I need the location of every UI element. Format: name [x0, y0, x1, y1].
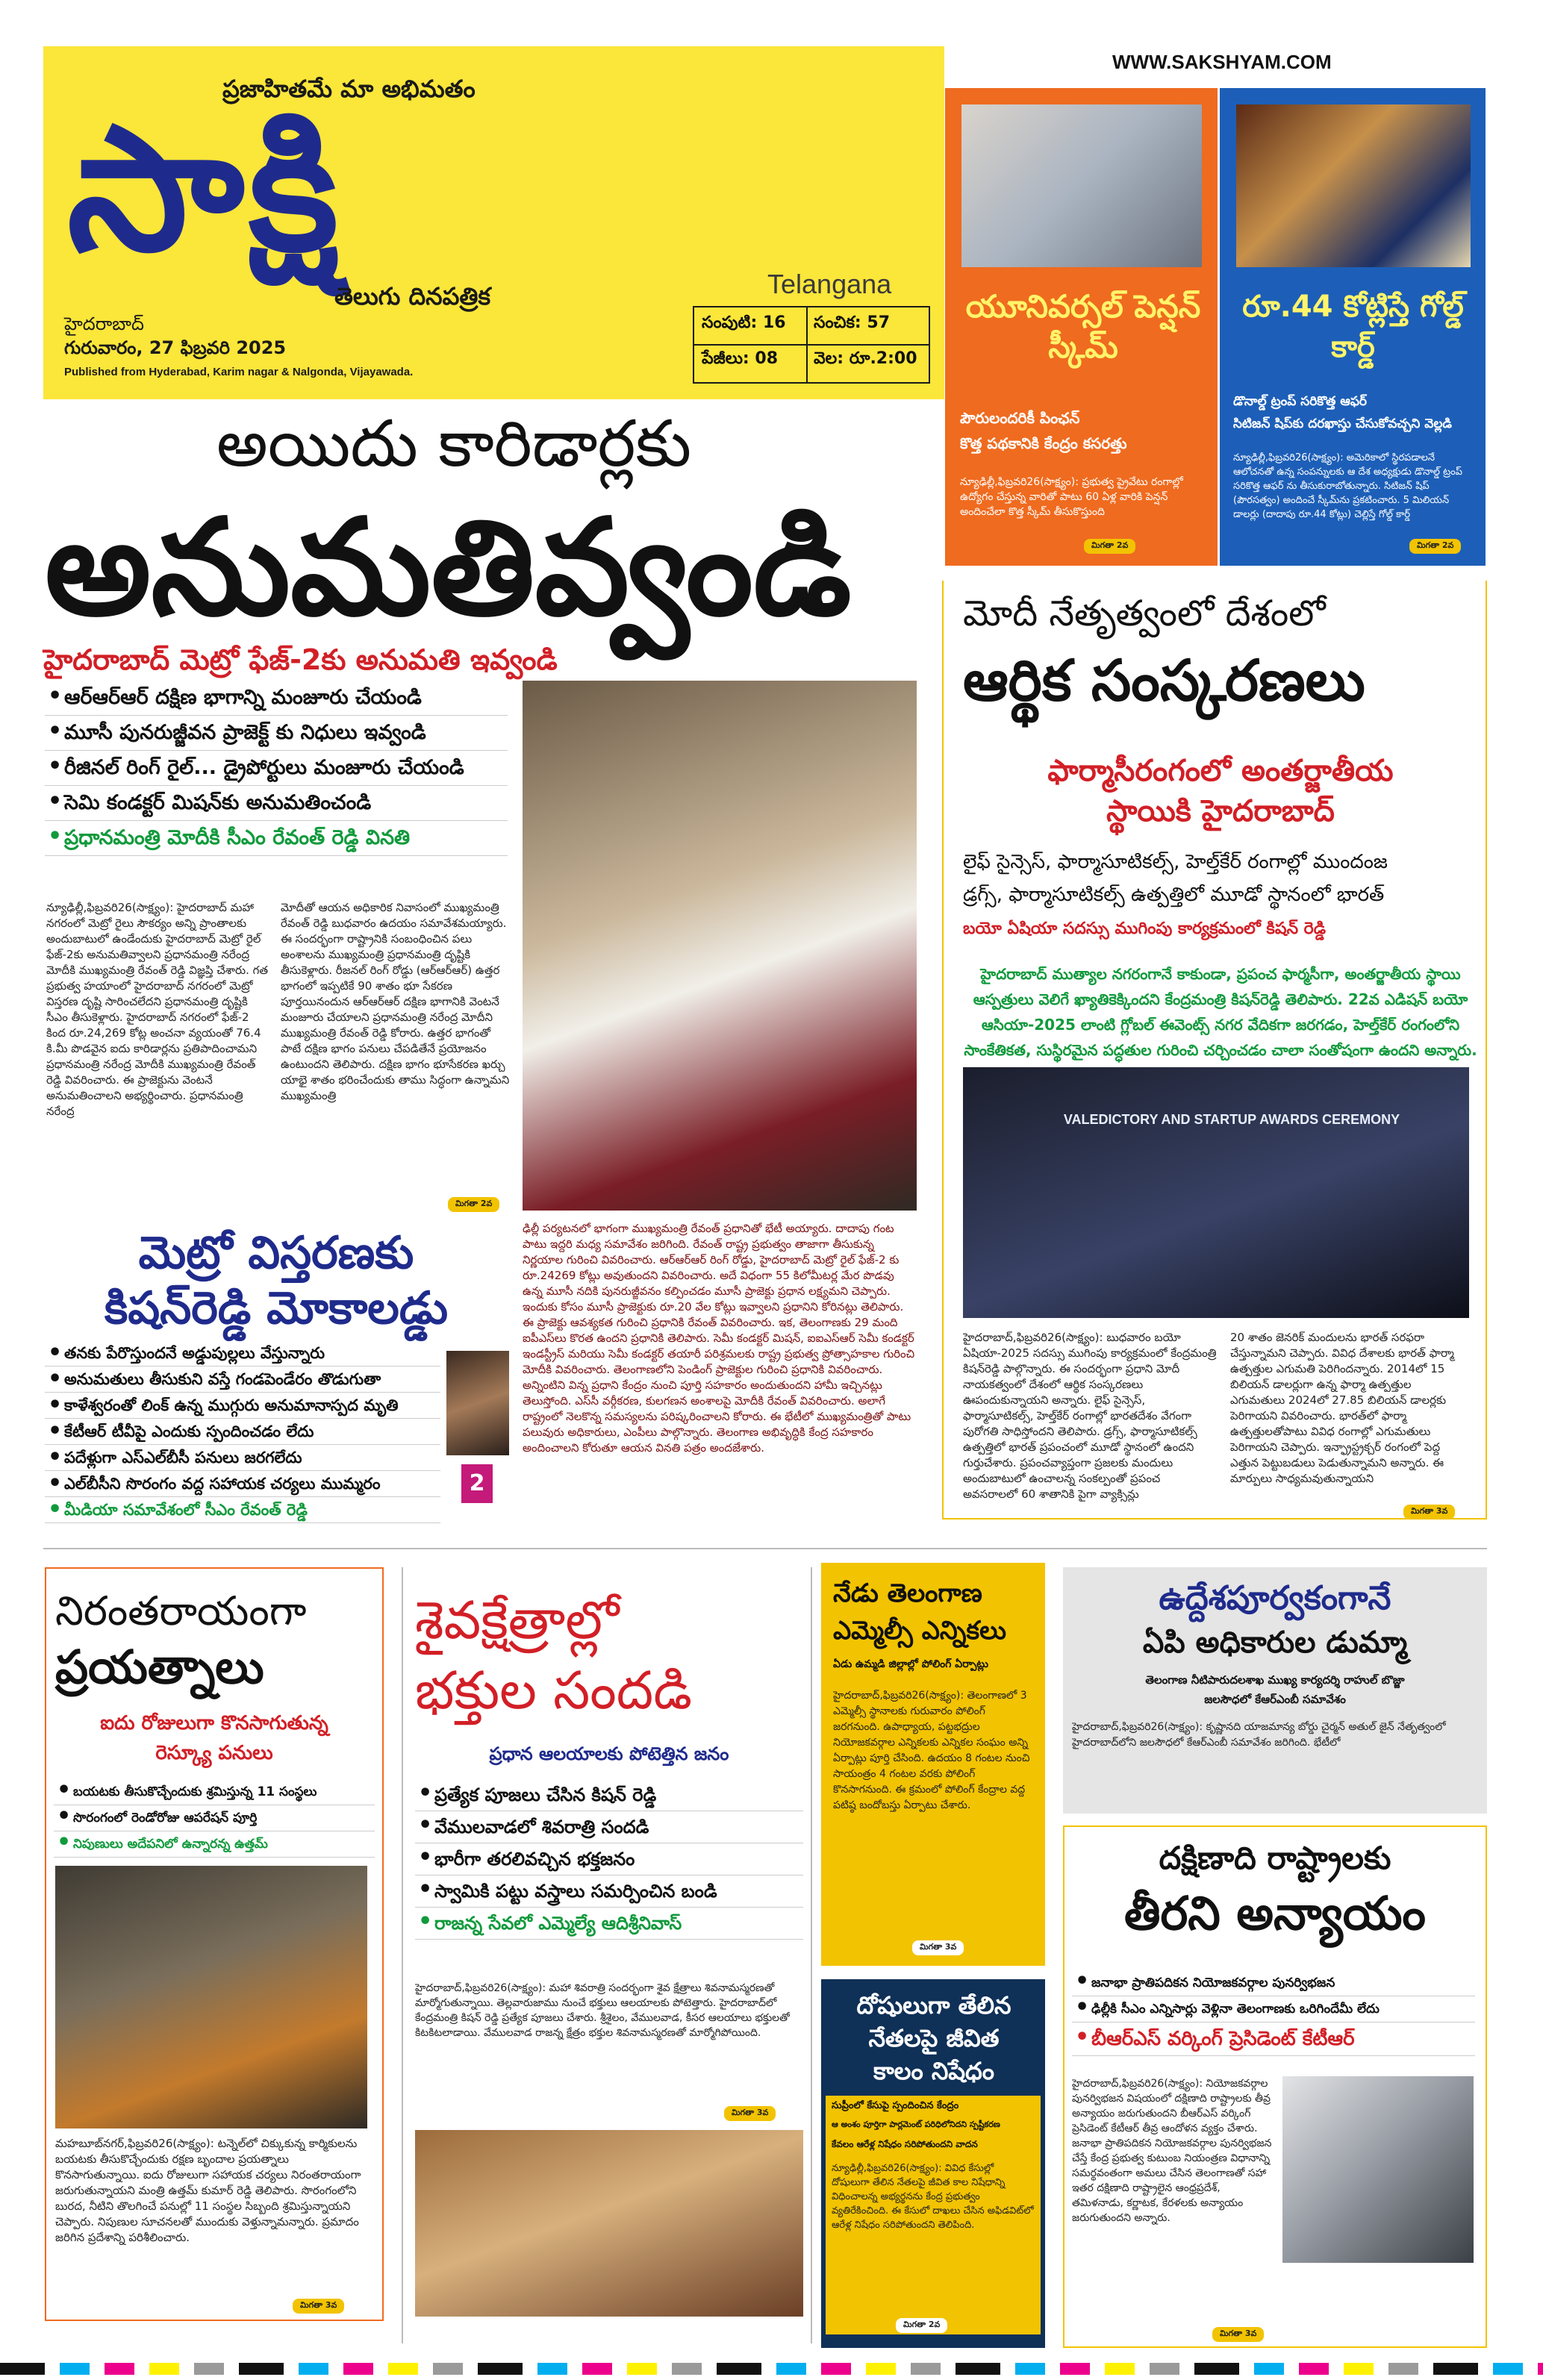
convicts-headline3: కాలం నిషేధం — [873, 2057, 994, 2085]
metro-headline1: మెట్రో విస్తరణకు — [138, 1227, 414, 1279]
masthead-edition: Telangana — [767, 269, 892, 299]
mlc-tag[interactable]: మిగతా 3వ — [912, 1940, 964, 1955]
ap-headline2: ఏపి అధికారుల డుమ్మా — [1142, 1625, 1408, 1660]
divider — [402, 1567, 403, 2343]
economy-col2: 20 శాతం జెనరిక్ మందులను భారత్ సరఫరా చేస్తున్నామని చెప్పారు. వివిధ దేశాలకు భారత్ ఫార్మా ఉత్పత్తుల ఎగుమతి పెరిగిందన్నారు. 2014లో 15 బిలియన్ డాలర్లుగా ఉన్న ఫార్మా ఉత్పత్తుల ఎగుమతులు 2024లో 27.85 బిలియన్ డాలర్లకు పెరిగాయని వివరించారు. భారత్‌లో ఫార్మా ఉత్పత్తులతోపాటు వివిధ రంగాల్లో ఎగుమతులు పెరిగాయని చెప్పారు. ఇన్ఫ్రాస్ట్రక్చర్ రంగంలో పెద్ద ఎత్తున పెట్టుబడులు పెడుతున్నామని అన్నారు. ఈ మార్పులు సాధ్యమవుతున్నాయని — [1230, 1331, 1454, 1485]
lead-col1: న్యూఢిల్లీ,ఫిబ్రవరి26(సాక్ష్యం): హైదరాబాద్ మహా నగరంలో మెట్రో రైలు సౌకర్యం అన్ని ప్రాంతాలకు అందుబాటులో ఉండేందుకు హైదరాబాద్ మెట్రో రైల్ ఫేజ్-2కు అనుమతివ్వాలని ప్రధానమంత్రి నరేంద్ర మోదీకి ముఖ్యమంత్రి రేవంత్ రెడ్డి విజ్ఞప్తి చేశారు. గత ప్రభుత్వ హయాంలో హైదరాబాద్ నగరంలో మెట్రో విస్తరణ దృష్టి సారించలేదని ప్రధానమంత్రి దృష్టికి సీఎం తీసుకెళ్లారు. హైదరాబాద్ నగరంలో ఫేజ్-2 కింద రూ.24,269 కోట్ల అంచనా వ్యయంతో 76.4 కి.మీ పొడవైన ఐదు కారిడార్లను ప్రతిపాదించామని ప్రధానమంత్రి నరేంద్ర మోదీకి ముఖ్యమంత్రి రేవంత్ రెడ్డి వివరించారు. ఈ ప్రాజెక్టును వెంటనే అనుమతించాలని అభ్యర్థించారు. ప్రధానమంత్రి నరేంద్ర — [46, 901, 269, 1118]
economy-photo — [963, 1067, 1469, 1318]
south-headline2: తీరని అన్యాయం — [1124, 1886, 1426, 1940]
convicts-sub3: కేవలం ఆరేళ్ల నిషేధం సరిపోతుందని వాదన — [832, 2139, 978, 2149]
south-bullet: • ఢిల్లీకి సీఎం ఎన్నిసార్లు వెళ్లినా తెలంగాణకు ఒరిగిందేమీ లేదు — [1072, 1996, 1475, 2023]
lead-bullets — [45, 681, 508, 856]
shiva-bullets — [415, 1779, 803, 1940]
tunnel-bullets — [54, 1779, 375, 1858]
masthead-tagline: ప్రజాహితమే మా అభిమతం — [222, 75, 476, 103]
economy-line3: బయో ఏషియా సదస్సు ముగింపు కార్యక్రమంలో కిషన్ రెడ్డి — [963, 919, 1327, 938]
lead-bullet: • మూసీ పునరుజ్జీవన ప్రాజెక్ట్ కు నిధులు ఇవ్వండి — [45, 716, 508, 751]
price: వెల: రూ.2:00 — [814, 349, 917, 368]
promo-left-title: యూనివర్సల్ పెన్షన్ స్కీమ్ — [965, 288, 1201, 365]
metro-bullet: • తనకు పేరొస్తుందనే అడ్డుపుల్లలు వేస్తున్నారు — [45, 1340, 440, 1367]
website[interactable]: WWW.SAKSHYAM.COM — [1112, 51, 1332, 73]
lead-bullet: • రీజినల్ రింగ్ రైల్... డ్రైపోర్టులు మంజూరు చేయండి — [45, 751, 508, 786]
promo-left-sub2: కొత్త పథకానికి కేంద్రం కసరత్తు — [960, 434, 1127, 452]
shiva-headline2: భక్తుల సందడి — [415, 1660, 692, 1721]
metro-badge: 2 — [461, 1464, 493, 1503]
economy-green: హైదరాబాద్ ముత్యాల నగరంగానే కాకుండా, ప్రపంచ ఫార్మసీగా, అంతర్జాతీయ స్థాయి ఆస్పత్రులు వెలిగే ఖ్యాతికెక్కిందని కేంద్రమంత్రి కిషన్‌రెడ్డి తెలిపారు. 22వ ఎడిషన్ బయో ఆసియా-2025 లాంటి గ్లోబల్ ఈవెంట్స్ నగర వేదికగా జరగడం, హెల్త్‌కేర్ రంగంలోని సాంకేతికత, సుస్థిరమైన పద్ధతుల గురించి చర్చించడం చాలా సంతోషంగా ఉందని అన్నారు. — [964, 965, 1477, 1059]
masthead-logo: సాక్షి — [67, 88, 343, 290]
promo-right-tag[interactable]: మిగతా 2వ — [1409, 539, 1461, 554]
metro-bullet: • పదేళ్లుగా ఎస్ఎల్‌బీసీ పనులు జరగలేదు — [45, 1445, 440, 1471]
metro-bullet: • ఎల్‌బీసీని సొరంగం వద్ద సహాయక చర్యలు ముమ్మరం — [45, 1471, 440, 1497]
promo-left-body: న్యూఢిల్లీ,ఫిబ్రవరి26(సాక్ష్యం): ప్రభుత్వ ప్రైవేటు రంగాల్లో ఉద్యోగం చేస్తున్న వారితో పాటు 60 ఏళ్ల వారికి పెన్షన్ అందించేలా కొత్త స్కీమ్ తీసుకొస్తుంది — [960, 476, 1183, 518]
promo-left-tag[interactable]: మిగతా 2వ — [1084, 539, 1135, 554]
shiva-body: హైదరాబాద్,ఫిబ్రవరి26(సాక్ష్యం): మహా శివరాత్రి సందర్భంగా శైవ క్షేత్రాలు శివనామస్మరణతో మార్మోగుతున్నాయి. తెల్లవారుజాము నుంచే భక్తులు ఆలయాలకు పోటెత్తారు. హైదరాబాద్‌లో కేంద్రమంత్రి కిషన్ రెడ్డి ప్రత్యేక పూజలు చేశారు. శ్రీశైలం, వేములవాడ, కీసర ఆలయాలు భక్తులతో కిటకిటలాడాయి. వేములవాడ రాజన్న క్షేత్రం భక్తుల శివనామస్మరణతో మార్మోగిపోయింది. — [415, 1982, 790, 2039]
ap-body: హైదరాబాద్,ఫిబ్రవరి26(సాక్ష్యం): కృష్ణానది యాజమాన్య బోర్డు చైర్మన్ అతుల్ జైన్ నేతృత్వంలో హైదరాబాద్‌లోని జలసౌధలో కేఆర్ఎంబీ సమావేశం జరిగింది. భేటీలో — [1072, 1721, 1446, 1749]
volume: సంపుటి: 16 — [702, 313, 786, 332]
lead-bullet: • ఆర్ఆర్ఆర్ దక్షిణ భాగాన్ని మంజూరు చేయండి — [45, 681, 508, 716]
economy-line2: డ్రగ్స్, ఫార్మాసూటికల్స్ ఉత్పత్తిలో మూడో స్థానంలో భారత్ — [963, 884, 1385, 906]
divider — [811, 1567, 812, 2343]
metro-bullet: • అనుమతులు తీసుకుని వస్తే గండపెండేరం తొడుగుతా — [45, 1367, 440, 1393]
masthead-date: గురువారం, 27 ఫిబ్రవరి 2025 — [64, 337, 287, 358]
shiva-headline1: శైవక్షేత్రాల్లో — [415, 1590, 620, 1651]
convicts-sub1: సుప్రీంలో కేసుపై స్పందించిన కేంద్రం — [832, 2100, 959, 2111]
shiva-bullet: • స్వామికి పట్టు వస్త్రాలు సమర్పించిన బండి — [415, 1875, 803, 1908]
tunnel-headline2: ప్రయత్నాలు — [55, 1640, 264, 1694]
promo-right-title: రూ.44 కోట్లిస్తే గోల్డ్ కార్డ్ — [1242, 290, 1464, 364]
south-bullet: • బీఆర్ఎస్ వర్కింగ్ ప్రెసిడెంట్ కేటీఆర్ — [1072, 2023, 1475, 2056]
shiva-bullet: • వేములవాడలో శివరాత్రి సందడి — [415, 1811, 803, 1843]
masthead-city: హైదరాబాద్ — [64, 313, 144, 334]
south-bullet: • జనాభా ప్రాతిపదికన నియోజకవర్గాల పునర్విభజన — [1072, 1970, 1475, 1996]
promo-left-photo — [961, 104, 1202, 267]
economy-subhead1: ఫార్మాసీరంగంలో అంతర్జాతీయ — [1047, 754, 1394, 788]
south-body: హైదరాబాద్,ఫిబ్రవరి26(సాక్ష్యం): నియోజకవర్గాల పునర్విభజన విషయంలో దక్షిణాది రాష్ట్రాలకు తీవ్ర అన్యాయం జరుగుతుందని బీఆర్ఎస్ వర్కింగ్ ప్రెసిడెంట్ కేటీఆర్ తీవ్ర ఆందోళన వ్యక్తం చేశారు. జనాభా ప్రాతిపదికన నియోజకవర్గాల పునర్విభజన చేస్తే కేంద్ర ప్రభుత్వ కుటుంబ నియంత్రణ విధానాన్ని సమర్థవంతంగా అమలు చేసిన తెలంగాణతో సహా ఇతర దక్షిణాది రాష్ట్రాలైన ఆంధ్రప్రదేశ్, తమిళనాడు, కర్ణాటక, కేరళలకు అన్యాయం జరుగుతుందని అన్నారు. — [1072, 2078, 1272, 2224]
lead-photo — [523, 681, 917, 1211]
mlc-headline2: ఎమ్మెల్సీ ఎన్నికలు — [833, 1616, 1006, 1646]
divider — [43, 1548, 1487, 1549]
south-photo — [1282, 2076, 1474, 2263]
lead-kicker: అయిదు కారిడార్లకు — [216, 407, 692, 481]
metro-photo — [446, 1351, 509, 1455]
convicts-sub2: ఆ అంశం పూర్తిగా పార్లమెంట్ పరిధిలోనిదని స్పష్టీకరణ — [832, 2120, 1000, 2129]
ap-sub1: తెలంగాణ నీటిపారుదలశాఖ ముఖ్య కార్యదర్శి రాహుల్ బొజ్జా — [1145, 1673, 1405, 1687]
lead-tag[interactable]: మిగతా 2వ — [448, 1197, 499, 1212]
promo-right-photo — [1236, 104, 1471, 267]
ap-headline1: ఉద్దేశపూర్వకంగానే — [1159, 1579, 1391, 1617]
masthead-published: Published from Hyderabad, Karim nagar & Nalgonda, Vijayawada. — [64, 366, 414, 378]
economy-kicker: మోదీ నేతృత్వంలో దేశంలో — [963, 593, 1326, 634]
tunnel-bullet: • సొరంగంలో రెండోరోజు ఆపరేషన్ పూర్తి — [54, 1805, 375, 1831]
shiva-tag[interactable]: మిగతా 3వ — [724, 2106, 776, 2121]
convicts-headline1: దోషులుగా తేలిన — [856, 1991, 1011, 2020]
pages: పేజీలు: 08 — [702, 349, 779, 368]
tunnel-tag[interactable]: మిగతా 3వ — [293, 2299, 344, 2314]
economy-line1: లైఫ్ సైన్సెస్, ఫార్మాసూటికల్స్, హెల్త్‌కేర్ రంగాల్లో ముందంజ — [963, 851, 1388, 873]
tunnel-bullet: • నిపుణులు అదేపనిలో ఉన్నారన్న ఉత్తమ్ — [54, 1831, 375, 1858]
economy-col1: హైదరాబాద్,ఫిబ్రవరి26(సాక్ష్యం): బుధవారం బయో ఏషియా-2025 సదస్సు ముగింపు కార్యక్రమంలో కేంద్రమంత్రి కిషన్‌రెడ్డి పాల్గొన్నారు. ఈ సందర్భంగా ప్రధాని మోదీ నాయకత్వంలో దేశంలో ఆర్థిక సంస్కరణలు ఊపందుకున్నాయని అన్నారు. లైఫ్ సైన్సెస్, ఫార్మాసూటికల్స్, హెల్త్‌కేర్ రంగాల్లో భారతదేశం వేగంగా పురోగతి సాధిస్తోందని తెలిపారు. డ్రగ్స్, ఫార్మాసూటికల్స్ ఉత్పత్తిలో భారత్ ప్రపంచంలో మూడో స్థానంలో ఉందని గుర్తుచేశారు. ప్రపంచవ్యాప్తంగా ప్రజలకు మందులు అందుబాటులో ఉంచాలన్న సంకల్పంతో ప్రపంచ అవసరాలలో 60 శాతానికి పైగా వ్యాక్సిన్లు — [963, 1331, 1217, 1501]
promo-right-body: న్యూఢిల్లీ,ఫిబ్రవరి26(సాక్ష్యం): అమెరికాలో స్థిరపడాలనే ఆలోచనతో ఉన్న సంపన్నులకు ఆ దేశ అధ్యక్షుడు డొనాల్డ్ ట్రంప్ సరికొత్త ఆఫర్ ను తీసుకురాబోతున్నారు. సిటిజన్ షిప్ (పౌరసత్వం) అందించే స్కీమ్‌ను ప్రకటించారు. 5 మిలియన్ డాలర్లు (దాదాపు రూ.44 కోట్లు) చెల్లిస్తే గోల్డ్ కార్డ్ — [1233, 452, 1463, 520]
shiva-bullet: • ప్రత్యేక పూజలు చేసిన కిషన్ రెడ్డి — [415, 1779, 803, 1811]
tunnel-sub1: ఐదు రోజులుగా కొనసాగుతున్న — [100, 1712, 328, 1734]
mlc-sub: ఏడు ఉమ్మడి జిల్లాల్లో పోలింగ్ ఏర్పాట్లు — [833, 1658, 988, 1670]
economy-tag[interactable]: మిగతా 3వ — [1403, 1505, 1455, 1519]
economy-headline: ఆర్థిక సంస్కరణలు — [963, 647, 1365, 713]
metro-bullet: • కేటీఆర్ టీవీపై ఎందుకు స్పందించడం లేదు — [45, 1419, 440, 1445]
metro-bullet: • మీడియా సమావేశంలో సీఎం రేవంత్ రెడ్డి — [45, 1497, 440, 1523]
south-tag[interactable]: మిగతా 3వ — [1212, 2327, 1264, 2342]
shiva-sub: ప్రధాన ఆలయాలకు పోటెత్తిన జనం — [489, 1743, 729, 1764]
metro-headline2: కిషన్‌రెడ్డి మోకాలడ్డు — [105, 1282, 448, 1334]
issue: సంచిక: 57 — [814, 313, 891, 332]
lead-subhead: హైదరాబాద్ మెట్రో ఫేజ్-2కు అనుమతి ఇవ్వండి — [43, 643, 558, 676]
shiva-bullet: • భారీగా తరలివచ్చిన భక్తజనం — [415, 1843, 803, 1875]
mlc-headline1: నేడు తెలంగాణ — [833, 1578, 982, 1608]
masthead-subtitle: తెలుగు దినపత్రిక — [334, 282, 491, 310]
south-headline1: దక్షిణాది రాష్ట్రాలకు — [1159, 1840, 1391, 1876]
metro-bullet: • కాళేశ్వరంతో లింక్ ఉన్న ముగ్గురు అనుమానాస్పద మృతి — [45, 1393, 440, 1419]
tunnel-headline1: నిరంతరాయంగా — [55, 1587, 307, 1634]
tunnel-body: మహబూబ్‌నగర్,ఫిబ్రవరి26(సాక్ష్యం): టన్నెల్‌లో చిక్కుకున్న కార్మికులను బయటకు తీసుకొచ్చేందుకు రక్షణ బృందాల ప్రయత్నాలు కొనసాగుతున్నాయి. ఐదు రోజులుగా సహాయక చర్యలు నిరంతరాయంగా జరుగుతున్నాయని మంత్రి ఉత్తమ్ కుమార్ రెడ్డి తెలిపారు. సొరంగంలోని బురద, నీటిని తొలగించే పనుల్లో 11 సంస్థల సిబ్బంది శ్రమిస్తున్నాయని చెప్పారు. నిపుణుల సూచనలతో ముందుకు వెళ్తున్నామన్నారు. ప్రమాదం జరిగిన ప్రదేశాన్ని పరిశీలించారు. — [55, 2137, 361, 2244]
promo-left-sub1: పౌరులందరికీ పింఛన్ — [960, 409, 1080, 427]
south-bullets — [1072, 1970, 1475, 2056]
economy-photo-banner: VALEDICTORY AND STARTUP AWARDS CEREMONY — [1063, 1112, 1400, 1127]
economy-subhead2: స్థాయికి హైదరాబాద్ — [1106, 794, 1335, 828]
lead-bullet: • ప్రధానమంత్రి మోదీకి సీఎం రేవంత్ రెడ్డి వినతి — [45, 821, 508, 856]
lead-headline: అనుమతివ్వండి — [45, 489, 852, 645]
lead-bullet: • సెమి కండక్టర్ మిషన్‌కు అనుమతించండి — [45, 786, 508, 821]
promo-right-sub1: డొనాల్డ్ ట్రంప్ సరికొత్త ఆఫర్ — [1233, 394, 1367, 409]
shiva-bullet: • రాజన్న సేవలో ఎమ్మెల్యే ఆదిశ్రీనివాస్ — [415, 1908, 803, 1940]
metro-bullets — [45, 1340, 440, 1523]
convicts-body: న్యూఢిల్లీ,ఫిబ్రవరి26(సాక్ష్యం): వివిధ కేసుల్లో దోషులుగా తేలిన నేతలపై జీవిత కాల నిషేధాన్ని విధించాలన్న అభ్యర్థనను కేంద్ర ప్రభుత్వం వ్యతిరేకించింది. ఈ కేసులో దాఖలు చేసిన అఫిడవిట్‌లో ఆరేళ్ల నిషేధం సరిపోతుందని తెలిపింది. — [832, 2163, 1034, 2231]
mlc-body: హైదరాబాద్,ఫిబ్రవరి26(సాక్ష్యం): తెలంగాణలో 3 ఎమ్మెల్సీ స్థానాలకు గురువారం పోలింగ్ జరగనుంది. ఉపాధ్యాయ, పట్టభద్రుల నియోజకవర్గాల ఎన్నికలకు ఎన్నికల సంఘం అన్ని ఏర్పాట్లు పూర్తి చేసింది. ఉదయం 8 గంటల నుంచి సాయంత్రం 4 గంటల వరకు పోలింగ్ కొనసాగనుంది. ఈ క్రమంలో పోలింగ్ కేంద్రాల వద్ద పటిష్ఠ బందోబస్తు ఏర్పాటు చేశారు. — [833, 1690, 1030, 1811]
tunnel-photo — [55, 1866, 367, 2128]
promo-right-sub2: సిటిజన్ షిప్‌కు దరఖాస్తు చేసుకోవచ్చని వెల్లడి — [1233, 416, 1452, 431]
convicts-tag[interactable]: మిగతా 2వ — [896, 2318, 947, 2333]
lead-col3: ఢిల్లీ పర్యటనలో భాగంగా ముఖ్యమంత్రి రేవంత్ ప్రధానితో భేటీ అయ్యారు. దాదాపు గంట పాటు ఇద్దరి మధ్య సమావేశం జరిగింది. రేవంత్ రాష్ట్ర ప్రభుత్వం తాజాగా తీసుకున్న నిర్ణయాల గురించి వివరించారు. ఆర్ఆర్ఆర్ రింగ్ రోడ్డు, హైదరాబాద్ మెట్రో రైల్ ఫేజ్-2 కు రూ.24269 కోట్లు అవుతుందని వివరించారు. అదే విధంగా 55 కిలోమీటర్ల మేర పొడవు ఉన్న మూసీ నదికి పునరుజ్జీవనం కల్పించడం మూసీ ప్రాజెక్టు ప్రధాన లక్ష్యమని చెప్పారు. ఇందుకు కోసం మూసీ ప్రాజెక్టుకు రూ.20 వేల కోట్లు ఇవ్వాలని ప్రధానిని కోరినట్లు తెలిపారు. ఈ ప్రాజెక్టు ఆవశ్యకత గురించి ప్రధానికి రేవంత్ వివరించారు. ఇక, తెలంగాణకు 29 మంది ఐపీఎస్‌లు కొరత ఉందని ప్రధానికి తెలిపారు. సెమీ కండక్టర్ మిషన్, ఐఐఎస్ఆర్ సెమీ కండక్టర్ ఇండస్ట్రీస్ మరియు సెమీ కండక్టర్ తయారీ పరిశ్రమలకు రాష్ట్ర ప్రభుత్వ ప్రోత్సాహకాల గురించి మోదీకి వివరించారు. తెలంగాణలోని పెండింగ్ ప్రాజెక్టుల గురించి ప్రధానికి వివరించారు. అన్నింటిని విన్న ప్రధాని కేంద్రం నుంచి పూర్తి సహకారం అందుతుందని హామీ ఇచ్చినట్లు తెలుస్తోంది. ఎస్‌సీ వర్గీకరణ, కులగణన అంశాలపై మోదీకి రేవంత్ వివరించారు. అలాగే రాష్ట్రంలో నెలకొన్న సమస్యలను పరిష్కరించాలని కోరారు. ఈ భేటీలో ముఖ్యమంత్రితో పాటు పలువురు అధికారులు, ఎంపీలు పాల్గొన్నారు. తెలంగాణ అభివృద్ధికి కేంద్ర సహకారం అందించాలని కోరుతూ ఆయన వినతి పత్రం అందజేశారు. — [523, 1222, 915, 1455]
shiva-photo — [415, 2130, 803, 2317]
convicts-headline2: నేతలపై జీవిత — [868, 2024, 1000, 2052]
tunnel-sub2: రెస్క్యూ పనులు — [155, 1742, 273, 1764]
ap-sub2: జలసౌధలో కేఆర్ఎంబీ సమావేశం — [1204, 1693, 1346, 1706]
registration-bar — [0, 2363, 1543, 2375]
lead-col2: మోదీతో ఆయన అధికారిక నివాసంలో ముఖ్యమంత్రి రేవంత్ రెడ్డి బుధవారం ఉదయం సమావేశమయ్యారు. ఈ సందర్భంగా రాష్ట్రానికి సంబంధించిన పలు అంశాలను ముఖ్యమంత్రి ప్రధానమంత్రి దృష్టికి తీసుకెళ్లారు. రీజనల్ రింగ్ రోడ్డు (ఆర్ఆర్ఆర్) ఉత్తర భాగంలో ఇప్పటికే 90 శాతం భూ సేకరణ పూర్తయినందున ఆర్ఆర్ఆర్ దక్షిణ భాగానికి వెంటనే మంజూరు చేయాలని ప్రధానమంత్రి నరేంద్ర మోదీని ముఖ్యమంత్రి రేవంత్ రెడ్డి కోరారు. ఉత్తర భాగంతో పాటే దక్షిణ భాగం పనులు చేపడితేనే ప్రయోజనం ఉంటుందని తెలిపారు. దక్షిణ భాగం భూసేకరణ ఖర్చు యాభై శాతం భరించేందుకు తాము సిద్ధంగా ఉన్నామని ముఖ్యమంత్రి — [281, 901, 510, 1102]
tunnel-bullet: • బయటకు తీసుకొచ్చేందుకు శ్రమిస్తున్న 11 సంస్థలు — [54, 1779, 375, 1805]
